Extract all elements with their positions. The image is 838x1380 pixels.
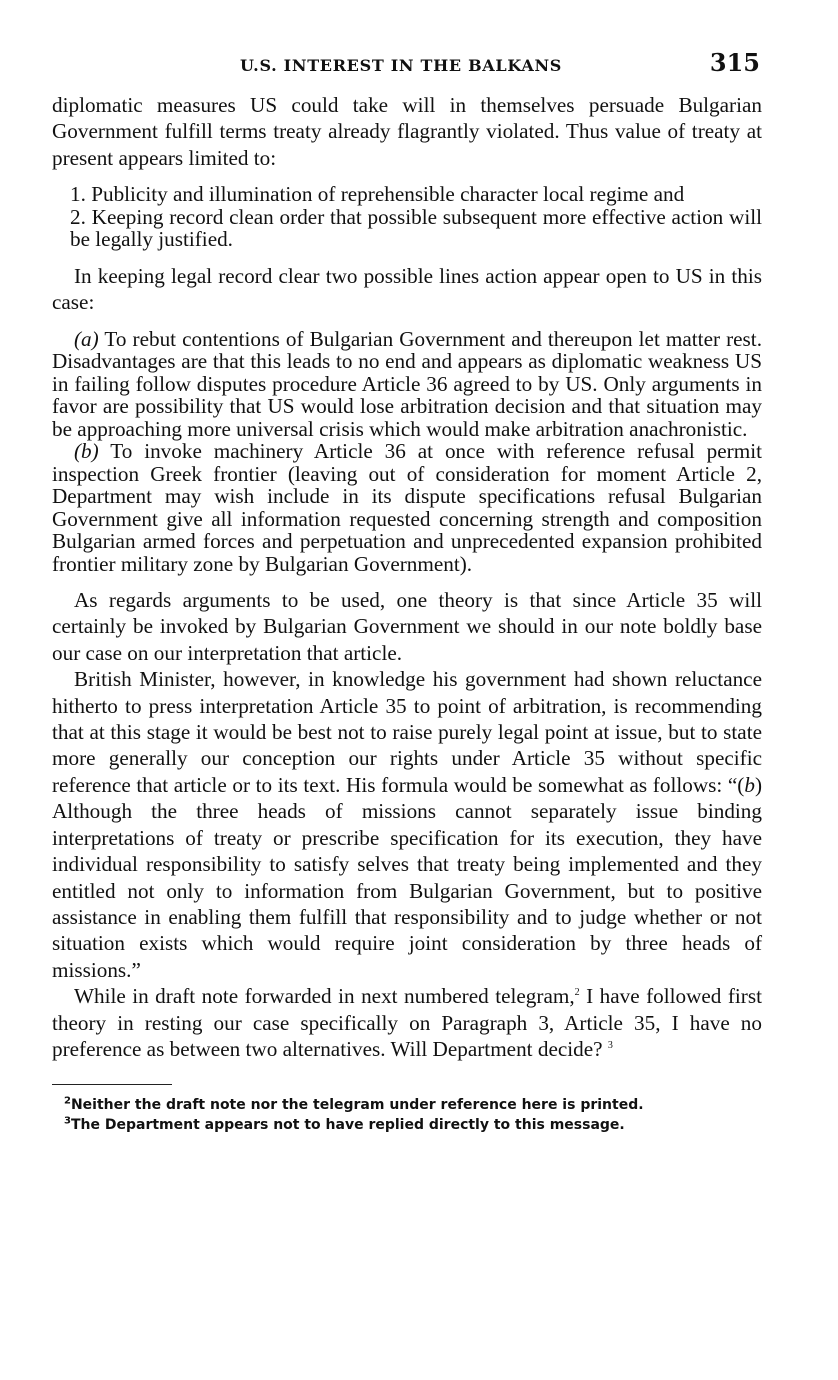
paragraph-lines-of-action: In keeping legal record clear two possible lines action appear open to US in this case:: [52, 263, 762, 315]
document-page: [52, 48, 762, 1135]
paragraph-draft-note: [52, 983, 762, 1062]
option-a: [52, 328, 762, 441]
footnote-text: The Department appears not to have replied directly to this message.: [70, 1117, 625, 1134]
footnote-ref-2: 2: [574, 987, 580, 999]
paragraph-continued: diplomatic measures US could take will in themselves persuade Bulgarian Government fulfill terms treaty already flagrantly violated. Thus value of treaty at present appears limited to:: [52, 93, 762, 170]
quote-label-b: b: [744, 772, 755, 797]
list-item-2: 2. Keeping record clean order that possible subsequent more effective action will be legally justified.: [70, 204, 762, 252]
draft-note-text-2: I have followed first theory in resting our case specifically on Paragraph 3, Article 35, I have no preference as between two alternatives. Will Department decide?: [52, 984, 762, 1061]
page-header: [52, 48, 762, 88]
list-item-1: 1. Publicity and illumination of reprehensible character local regime and: [70, 182, 685, 207]
option-b-label: (b): [74, 439, 99, 464]
footnote-mark: 3: [64, 1115, 71, 1127]
footnote-divider: [52, 1084, 172, 1085]
option-b: [52, 440, 762, 575]
paragraph-british-minister: [52, 666, 762, 983]
draft-note-text-1: While in draft note forwarded in next numbered telegram,: [74, 984, 575, 1009]
running-head: U.S. INTEREST IN THE BALKANS: [240, 56, 563, 75]
option-a-text: To rebut contentions of Bulgarian Government and thereupon let matter rest. Disadvantages are that this leads to no end and appears as diplomatic weakness US in failing follow disputes procedure Article 36 agreed to by US. Only arguments in favor are possibility that US would lose arbitration decision and that situation may be approaching more universal crisis which would make arbitration anachronistic.: [52, 326, 762, 441]
option-b-text: To invoke machinery Article 36 at once with reference refusal permit inspection Greek frontier (leaving out of consideration for moment Article 2, Department may wish include in its dispute specifications refusal Bulgarian Government give all information requested concerning strength and composition Bulgarian armed forces and perpetuation and unprecedented expansion prohibited frontier military zone by Bulgarian Government).: [52, 439, 762, 576]
option-a-label: (a): [74, 326, 99, 351]
british-minister-quote: ) Although the three heads of missions cannot separately issue binding interpretations of treaty or prescribe specification for its execution, they have individual responsibility to satisfy selves that treaty being implemented and they entitled not only to information from Bulgarian Government, but to positive assistance in enabling them fulfill that responsibility and to judge whether or not situation exists which would require joint consideration by three heads of missions.”: [52, 772, 762, 982]
footnote: [64, 1095, 762, 1115]
footnote-text: Neither the draft note nor the telegram under reference here is printed.: [70, 1097, 644, 1114]
british-minister-lead: British Minister, however, in knowledge his government had shown reluctance hitherto to press interpretation Article 35 to point of arbitration, is recommending that at this stage it would be best not to raise purely legal point at issue, but to state more generally our conception our rights under Article 35 without specific reference that article or to its text. His formula would be somewhat as follows: “(: [52, 667, 762, 797]
footnote-ref-3: 3: [607, 1039, 613, 1051]
footnote-mark: 2: [64, 1095, 71, 1107]
footnote: [64, 1115, 762, 1135]
paragraph-arguments: As regards arguments to be used, one theory is that since Article 35 will certainly be invoked by Bulgarian Government we should in our note boldly base our case on our interpretation that article.: [52, 588, 762, 665]
page-number: 315: [709, 48, 760, 77]
